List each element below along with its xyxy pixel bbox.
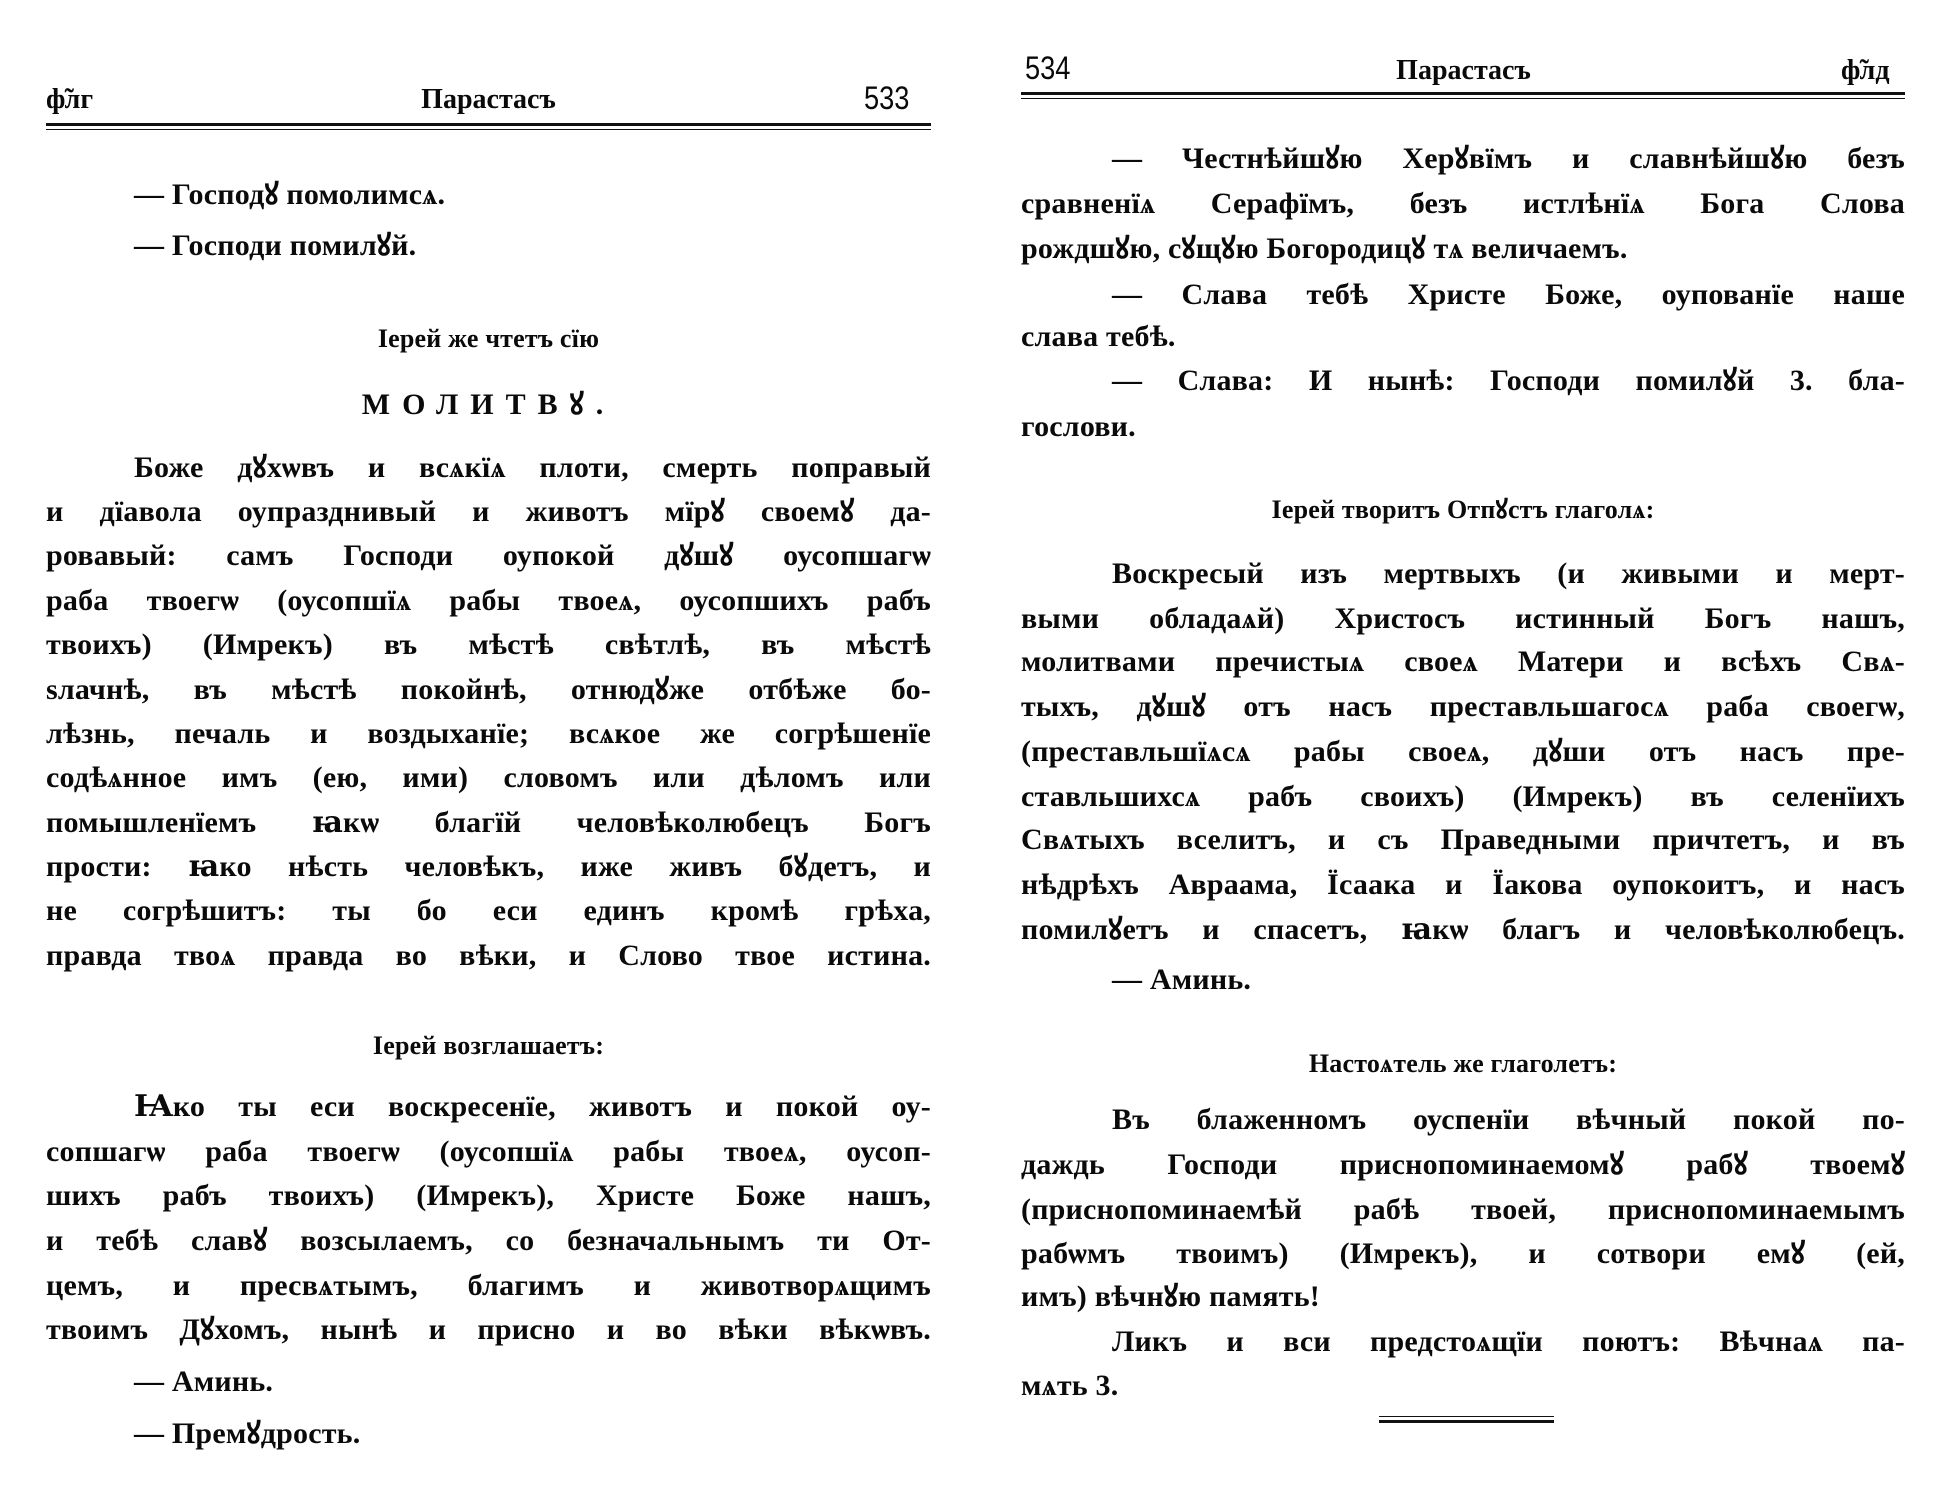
text-line: рождшꙋю, сꙋщꙋю Богородицꙋ тѧ величаемъ. — [1021, 232, 1628, 265]
text-line: сопшагѡ раба твоегѡ (оусопшїѧ рабы твоеѧ, оусоп- — [46, 1135, 931, 1168]
response-line: — Аминь. — [1112, 963, 1252, 996]
text-line: рабѡмъ твоимъ) (Имрекъ), и сотвори емꙋ (ей, — [1021, 1237, 1905, 1270]
running-title: Парастасъ — [421, 84, 556, 115]
text-line: и дїавола оупразднивый и животъ мїрꙋ своемꙋ да- — [46, 495, 931, 528]
text-line: (преставльшїѧсѧ рабы своеѧ, дꙋши отъ насъ пре- — [1021, 735, 1905, 768]
page-number: 533 — [864, 80, 910, 116]
text-line: слава тебѣ. — [1021, 320, 1176, 353]
text-line: даждь Господи приснопоминаемомꙋ рабꙋ твоемꙋ — [1021, 1148, 1905, 1181]
text-line: ровавый: самъ Господи оупокой дꙋшꙋ оусопшагѡ — [46, 539, 931, 572]
prayer-title: МОЛИТВꙋ. — [361, 388, 616, 421]
text-line: Ликъ и вси предстоѧщїи поютъ: Вѣчнаѧ па- — [1112, 1325, 1905, 1358]
text-line: — Слава тебѣ Христе Боже, оупованїе наше — [1112, 278, 1905, 311]
text-line: раба твоегѡ (оусопшїѧ рабы твоеѧ, оусопшихъ рабъ — [46, 584, 931, 617]
text-line: твоимъ Дꙋхомъ, нынѣ и присно и во вѣки вѣкѡвъ. — [46, 1313, 931, 1346]
rubric: Іерей творитъ Отпꙋстъ глаголѧ: — [1271, 495, 1655, 524]
header-rule — [46, 123, 931, 130]
rubric: Іерей же чтетъ сїю — [377, 324, 600, 353]
response-line: — Премꙋдрость. — [134, 1417, 361, 1450]
text-line: — Слава: И нынѣ: Господи помилꙋй 3. бла- — [1112, 364, 1905, 397]
text-line: нѣдрѣхъ Авраама, Їсаака и Їакова оупокоитъ, и насъ — [1021, 868, 1905, 901]
response-line: — Аминь. — [134, 1365, 274, 1398]
text-line: Въ блаженномъ оуспенїи вѣчный покой по- — [1112, 1103, 1905, 1136]
text-line: Воскресый изъ мертвыхъ (и живыми и мерт- — [1112, 557, 1905, 590]
text-line: правда твоѧ правда во вѣки, и Слово твое истина. — [46, 939, 931, 972]
slavonic-page-number: ф̃лг — [46, 84, 94, 115]
text-line: — Честнѣйшꙋю Херꙋвїмъ и славнѣйшꙋю безъ — [1112, 142, 1905, 175]
text-line: гослови. — [1021, 410, 1136, 443]
slavonic-page-number: ф̃лд — [1841, 55, 1890, 86]
page-number: 534 — [1025, 50, 1071, 86]
text-line: не согрѣшитъ: ты бо еси единъ кромѣ грѣха, — [46, 894, 931, 927]
text-line: шихъ рабъ твоихъ) (Имрекъ), Христе Боже нашъ, — [46, 1179, 931, 1212]
rubric: Настоѧтель же глаголетъ: — [1308, 1049, 1618, 1078]
text-line: ѕлачнѣ, въ мѣстѣ покойнѣ, отнюдꙋже отбѣже бо- — [46, 673, 931, 706]
response-line: — Господи помилꙋй. — [134, 229, 417, 262]
text-line: твоихъ) (Имрекъ) въ мѣстѣ свѣтлѣ, въ мѣстѣ — [46, 628, 931, 661]
text-line: тыхъ, дꙋшꙋ отъ насъ преставльшагосѧ раба своегѡ, — [1021, 690, 1905, 723]
rubric: Іерей возглашаетъ: — [372, 1031, 605, 1060]
end-rule — [1379, 1416, 1554, 1423]
text-line: молитвами пречистыѧ своеѧ Матери и всѣхъ Свѧ- — [1021, 645, 1905, 678]
response-line: — Господꙋ помолимсѧ. — [134, 178, 446, 211]
text-line: сравненїѧ Серафїмъ, безъ истлѣнїѧ Бога Слова — [1021, 187, 1905, 220]
text-line: помышленїемъ ꙗкѡ благїй человѣколюбецъ Богъ — [46, 806, 931, 839]
text-line: Боже дꙋхѡвъ и всѧкїѧ плоти, смерть поправый — [134, 451, 931, 484]
text-line: ставльшихсѧ рабъ своихъ) (Имрекъ) въ селенїихъ — [1021, 780, 1905, 813]
text-line: мѧть 3. — [1021, 1369, 1119, 1402]
text-line: имъ) вѣчнꙋю память! — [1021, 1280, 1320, 1313]
text-line: (приснопоминаемѣй рабѣ твоей, приснопоминаемымъ — [1021, 1193, 1905, 1226]
text-line: Ꙗко ты еси воскресенїе, животъ и покой оу- — [134, 1090, 931, 1123]
text-line: лѣзнь, печаль и воздыханїе; всѧкое же согрѣшенїе — [46, 717, 931, 750]
header-rule — [1021, 92, 1905, 99]
text-line: прости: ꙗко нѣсть человѣкъ, иже живъ бꙋдетъ, и — [46, 850, 931, 883]
text-line: Свѧтыхъ вселитъ, и съ Праведными причтетъ, и въ — [1021, 823, 1905, 856]
text-line: выми обладаѧй) Христосъ истинный Богъ нашъ, — [1021, 602, 1905, 635]
text-line: и тебѣ славꙋ возсылаемъ, со безначальнымъ ти От- — [46, 1224, 931, 1257]
text-line: содѣѧнное имъ (ею, ими) словомъ или дѣломъ или — [46, 761, 931, 794]
running-title: Парастасъ — [1396, 55, 1531, 86]
text-line: цемъ, и пресвѧтымъ, благимъ и животворѧщимъ — [46, 1269, 931, 1302]
text-line: помилꙋетъ и спасетъ, ꙗкѡ благъ и человѣколюбецъ. — [1021, 913, 1905, 946]
right-page — [971, 0, 1942, 1500]
